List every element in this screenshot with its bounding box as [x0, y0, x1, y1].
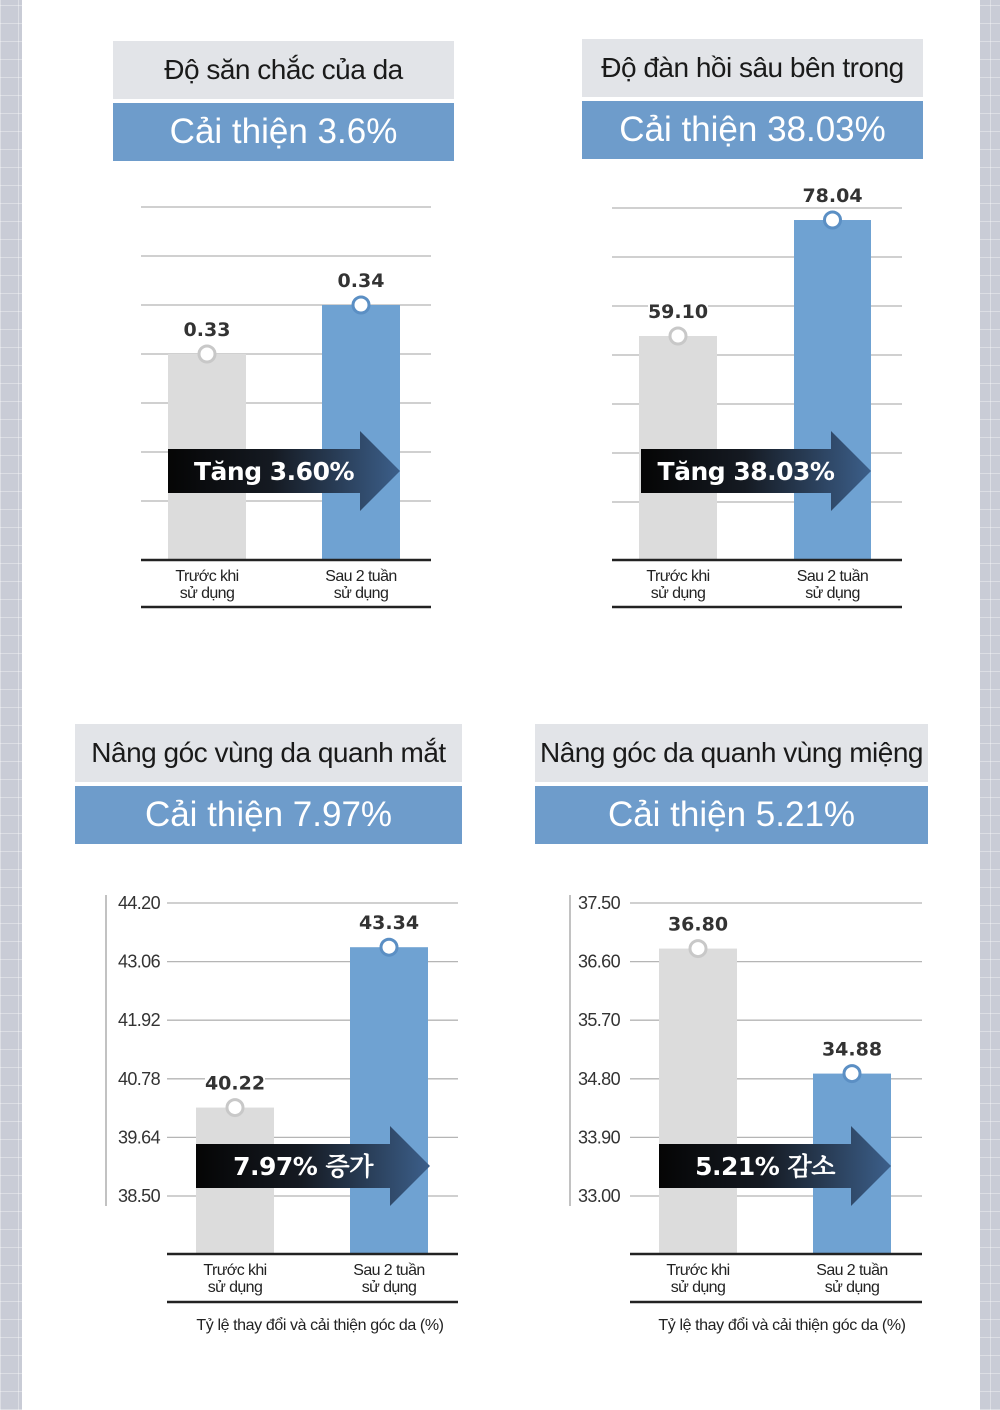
- category-label: sử dụng: [670, 1279, 726, 1296]
- chart-title: Độ đàn hồi sâu bên trong: [582, 39, 923, 97]
- value-label: 78.04: [802, 185, 863, 208]
- value-marker: [825, 212, 841, 228]
- category-label: Sau 2 tuần: [353, 1262, 425, 1279]
- chart-title: Nâng góc da quanh vùng miệng: [535, 724, 928, 782]
- bar-after: [350, 947, 428, 1254]
- y-tick-label: 41.92: [117, 1010, 160, 1031]
- y-tick-label: 43.06: [117, 951, 160, 972]
- improvement-banner: Cải thiện 5.21%: [535, 786, 928, 844]
- value-label: 40.22: [204, 1072, 266, 1095]
- value-label: 36.80: [667, 913, 729, 936]
- value-marker: [199, 346, 215, 362]
- category-label: sử dụng: [207, 1279, 263, 1296]
- category-label: Trước khi: [666, 1262, 730, 1279]
- category-label: sử dụng: [805, 585, 860, 602]
- improvement-banner: Cải thiện 38.03%: [582, 101, 923, 159]
- category-label: Trước khi: [175, 568, 239, 585]
- value-marker: [381, 939, 397, 955]
- category-label: Trước khi: [203, 1262, 267, 1279]
- category-label: Sau 2 tuần: [796, 568, 869, 585]
- y-tick-label: 36.60: [577, 951, 620, 972]
- category-label: sử dụng: [824, 1279, 880, 1296]
- y-tick-label: 38.50: [117, 1186, 160, 1206]
- y-tick-label: 44.20: [117, 893, 160, 913]
- y-tick-label: 35.70: [577, 1010, 620, 1031]
- bar-before: [659, 949, 737, 1254]
- value-label: 0.34: [337, 270, 385, 292]
- bar-before: [639, 336, 717, 560]
- y-tick-label: 39.64: [117, 1127, 160, 1148]
- value-label: 0.33: [183, 319, 231, 341]
- category-label: Sau 2 tuần: [325, 568, 397, 585]
- charts-svg: [22, 0, 980, 1410]
- change-arrow-label: 5.21% 감소: [695, 1152, 835, 1181]
- category-label: sử dụng: [179, 585, 235, 602]
- change-arrow-label: Tăng 38.03%: [657, 457, 835, 486]
- chart-footnote: Tỷ lệ thay đổi và cải thiện góc da (%): [196, 1317, 444, 1334]
- value-label: 43.34: [358, 912, 420, 935]
- value-marker: [844, 1066, 860, 1082]
- category-label: Sau 2 tuần: [816, 1262, 888, 1279]
- value-marker: [353, 297, 369, 313]
- chart-title: Nâng góc vùng da quanh mắt: [75, 724, 462, 782]
- value-marker: [227, 1100, 243, 1116]
- category-label: sử dụng: [333, 585, 389, 602]
- change-arrow-label: 7.97% 증가: [233, 1152, 373, 1181]
- category-label: Trước khi: [646, 568, 710, 585]
- improvement-banner: Cải thiện 3.6%: [113, 103, 454, 161]
- value-marker: [690, 941, 706, 957]
- category-label: sử dụng: [361, 1279, 417, 1296]
- infographic-canvas: [22, 0, 980, 1410]
- value-marker: [670, 328, 686, 344]
- category-label: sử dụng: [650, 585, 706, 602]
- chart-footnote: Tỷ lệ thay đổi và cải thiện góc da (%): [658, 1317, 906, 1334]
- y-tick-label: 33.00: [577, 1186, 620, 1206]
- improvement-banner: Cải thiện 7.97%: [75, 786, 462, 844]
- y-tick-label: 40.78: [117, 1068, 160, 1089]
- y-tick-label: 33.90: [577, 1127, 620, 1148]
- change-arrow-label: Tăng 3.60%: [193, 457, 355, 486]
- value-label: 59.10: [647, 301, 709, 324]
- y-tick-label: 34.80: [577, 1068, 620, 1089]
- value-label: 34.88: [821, 1038, 883, 1061]
- y-tick-label: 37.50: [577, 893, 620, 913]
- chart-title: Độ săn chắc của da: [113, 41, 454, 99]
